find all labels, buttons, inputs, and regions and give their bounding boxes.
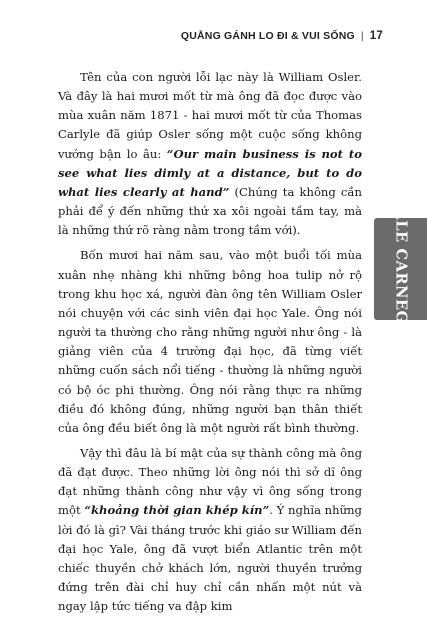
page-number: 17 xyxy=(369,30,383,42)
paragraph-1-text-a: Tên của con người lỗi lạc này là William Osler. Và đây là hai mươi mốt từ mà ông đã đọc được vào mùa xuân năm 1871 - hai mươi mốt từ của Thomas Carlyle đã giúp Osler sống một cuộc sống không vướng bận lo âu: xyxy=(58,70,362,161)
carlyle-quote: “Our main business is not to see what lies dimly at a distance, but to do what lies clearly at hand” xyxy=(58,146,362,199)
paragraph-1-text-b: (Chúng ta không cần phải để ý đến những thứ xa xôi ngoài tầm tay, mà là những thứ rõ ràng nằm trong tầm với). xyxy=(58,184,362,238)
running-header xyxy=(181,30,383,42)
page-body xyxy=(58,68,362,622)
author-side-tab xyxy=(374,195,427,343)
paragraph-1 xyxy=(58,68,362,240)
author-name: DALE CARNEGIE xyxy=(392,195,409,343)
paragraph-2-text: Bốn mươi hai năm sau, vào một buổi tối mùa xuân nhẹ nhàng khi những bông hoa tulip nở rộ trong khu học xá, người đàn ông tên William Osler nói chuyện với các sinh viên đại học Yale. Ông nói người ta thường cho rằng những người như ông - là giảng viên của 4 trường đại học, đã từng viết những cuốn sách nổi tiếng - thường là những người có bộ óc phi thường. Ông nói rằng thực ra những điều đó không đúng, những người bạn thân thiết của ông đều biết ông là một người rất bình thường. xyxy=(58,248,362,435)
paragraph-3-text-a: Vậy thì đâu là bí mật của sự thành công mà ông đã đạt được. Theo những lời ông nói thì sở dĩ ông đạt những thành công như vậy vì ông sống trong một xyxy=(58,445,362,518)
paragraph-3-text-b: . Ý nghĩa những lời đó là gì? Vài tháng trước khi giáo sư William đến đại học Yale, ông đã vượt biển Atlantic trên một chiếc thuyền chở khách lớn, người thuyền trưởng đứng trên đài chỉ huy chỉ cần nhấn một nút và ngay lập tức tiếng va đập kim xyxy=(58,503,362,614)
closed-time-quote: “khoảng thời gian khép kín” xyxy=(84,503,270,518)
book-title: QUẲNG GÁNH LO ĐI & VUI SỐNG xyxy=(180,30,355,42)
header-separator: | xyxy=(360,30,364,42)
paragraph-3 xyxy=(58,444,362,616)
paragraph-2 xyxy=(58,246,362,438)
